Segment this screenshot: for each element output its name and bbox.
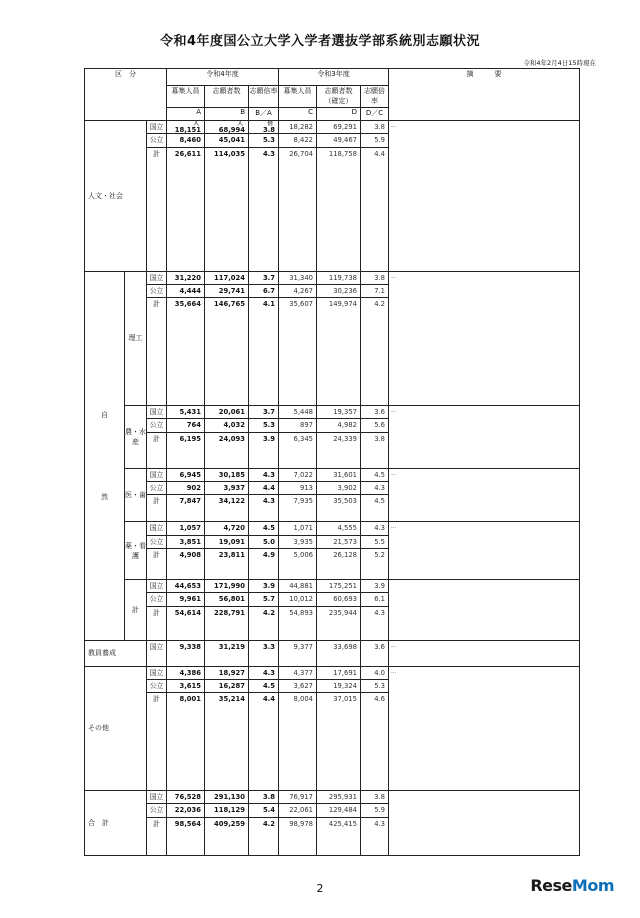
group-label: 計 bbox=[125, 579, 147, 640]
row-type: 公立 bbox=[147, 284, 167, 297]
group-label: 合 計 bbox=[85, 791, 147, 856]
row-type: 公立 bbox=[147, 134, 167, 147]
row-type: 計 bbox=[147, 495, 167, 522]
capacity3-cell: 897 bbox=[279, 419, 317, 432]
capacity3-header: 募集人員 bbox=[279, 86, 317, 108]
summary-cell: … bbox=[389, 121, 580, 272]
ratio-cell: 3.3 bbox=[249, 640, 279, 666]
applicants3-cell: 4,555 bbox=[317, 522, 361, 535]
applicants-cell: 117,024 bbox=[205, 271, 249, 284]
row-type: 国立 bbox=[147, 271, 167, 284]
applicants3-cell: 119,738 bbox=[317, 271, 361, 284]
ratio3-cell: 3.6 bbox=[361, 406, 389, 419]
capacity-cell: 44,653 bbox=[167, 579, 205, 592]
ratio3-cell: 5.6 bbox=[361, 419, 389, 432]
capacity-cell: 6,195 bbox=[167, 432, 205, 468]
capacity3-cell: 4,267 bbox=[279, 284, 317, 297]
applicants-cell: 409,259 bbox=[205, 817, 249, 855]
ratio-cell: 4.5 bbox=[249, 679, 279, 692]
applicants3-cell: 30,236 bbox=[317, 284, 361, 297]
summary-cell bbox=[389, 579, 580, 640]
applicants-cell: 4,720 bbox=[205, 522, 249, 535]
capacity-cell: 4,444 bbox=[167, 284, 205, 297]
row-type: 国立 bbox=[147, 579, 167, 592]
ratio3-cell: 3.9 bbox=[361, 579, 389, 592]
group-label: 医・歯 bbox=[125, 468, 147, 522]
area-header: 区 分 bbox=[85, 69, 167, 121]
capacity-cell: 5,431 bbox=[167, 406, 205, 419]
applicants3-cell: 118,758 bbox=[317, 147, 361, 271]
ratio-cell: 3.7 bbox=[249, 406, 279, 419]
applicants3-cell: 4,982 bbox=[317, 419, 361, 432]
applicants3-cell: 295,931 bbox=[317, 791, 361, 804]
applicants3-cell: 425,415 bbox=[317, 817, 361, 855]
ratio-cell: 5.3 bbox=[249, 134, 279, 147]
row-type: 国立 bbox=[147, 666, 167, 679]
col-letter-d: D bbox=[317, 108, 361, 121]
table-row bbox=[85, 522, 580, 535]
row-type: 計 bbox=[147, 817, 167, 855]
capacity-cell: 3,851 bbox=[167, 535, 205, 548]
applicants-cell: 4,032 bbox=[205, 419, 249, 432]
row-type: 国立 bbox=[147, 522, 167, 535]
col-letter-c: C bbox=[279, 108, 317, 121]
ratio3-cell: 4.2 bbox=[361, 298, 389, 406]
table-row bbox=[85, 579, 580, 592]
ratio-cell: 4.4 bbox=[249, 482, 279, 495]
capacity-cell: 4,386 bbox=[167, 666, 205, 679]
table-row bbox=[85, 406, 580, 419]
capacity-cell: 764 bbox=[167, 419, 205, 432]
ratio3-cell: 3.8 bbox=[361, 121, 389, 134]
unit-label: 人 bbox=[237, 121, 243, 127]
ratio3-cell: 5.9 bbox=[361, 804, 389, 817]
applicants3-cell: 24,339 bbox=[317, 432, 361, 468]
capacity3-cell: 35,607 bbox=[279, 298, 317, 406]
ratio3-cell: 5.3 bbox=[361, 679, 389, 692]
capacity-cell: 人 18,151 bbox=[167, 121, 205, 134]
row-type: 国立 bbox=[147, 640, 167, 666]
row-type: 公立 bbox=[147, 419, 167, 432]
ratio-cell: 4.9 bbox=[249, 548, 279, 579]
ratio3-cell: 5.5 bbox=[361, 535, 389, 548]
applicants3-cell: 17,691 bbox=[317, 666, 361, 679]
group-label: 人文・社会 bbox=[85, 121, 147, 272]
ratio-cell: 4.2 bbox=[249, 817, 279, 855]
table-row bbox=[85, 468, 580, 481]
applicants-cell: 171,990 bbox=[205, 579, 249, 592]
row-type: 計 bbox=[147, 147, 167, 271]
ratio-cell: 6.7 bbox=[249, 284, 279, 297]
row-type: 国立 bbox=[147, 121, 167, 134]
applicants-cell: 45,041 bbox=[205, 134, 249, 147]
applicants-cell: 人 68,994 bbox=[205, 121, 249, 134]
capacity3-cell: 76,917 bbox=[279, 791, 317, 804]
capacity-cell: 902 bbox=[167, 482, 205, 495]
row-type: 公立 bbox=[147, 535, 167, 548]
row-type: 計 bbox=[147, 548, 167, 579]
applicants-cell: 291,130 bbox=[205, 791, 249, 804]
ratio-header: 志願倍率 bbox=[249, 86, 279, 108]
ratio3-cell: 4.0 bbox=[361, 666, 389, 679]
table-row bbox=[85, 791, 580, 804]
capacity3-cell: 22,061 bbox=[279, 804, 317, 817]
summary-header: 摘 要 bbox=[389, 69, 580, 121]
applicants-cell: 30,185 bbox=[205, 468, 249, 481]
applicants-cell: 114,035 bbox=[205, 147, 249, 271]
row-type: 計 bbox=[147, 298, 167, 406]
col-letter-ba: B／A bbox=[249, 108, 279, 121]
row-type: 公立 bbox=[147, 679, 167, 692]
applicants3-cell: 69,291 bbox=[317, 121, 361, 134]
capacity-cell: 9,338 bbox=[167, 640, 205, 666]
ratio-cell: 4.4 bbox=[249, 693, 279, 791]
ratio-cell: 3.9 bbox=[249, 579, 279, 592]
ratio3-cell: 3.8 bbox=[361, 432, 389, 468]
summary-cell: … bbox=[389, 640, 580, 666]
capacity-cell: 54,614 bbox=[167, 606, 205, 640]
ratio3-cell: 4.3 bbox=[361, 817, 389, 855]
ratio3-cell: 4.3 bbox=[361, 522, 389, 535]
ratio3-cell: 4.3 bbox=[361, 482, 389, 495]
capacity3-cell: 10,012 bbox=[279, 593, 317, 606]
applicants-cell: 35,214 bbox=[205, 693, 249, 791]
ratio-cell: 3.7 bbox=[249, 271, 279, 284]
row-type: 国立 bbox=[147, 468, 167, 481]
capacity3-cell: 1,071 bbox=[279, 522, 317, 535]
applicants3-cell: 35,503 bbox=[317, 495, 361, 522]
applicants3-cell: 19,324 bbox=[317, 679, 361, 692]
applicants3-cell: 33,698 bbox=[317, 640, 361, 666]
ratio3-cell: 3.8 bbox=[361, 271, 389, 284]
capacity-cell: 35,664 bbox=[167, 298, 205, 406]
ratio3-cell: 7.1 bbox=[361, 284, 389, 297]
capacity3-cell: 5,448 bbox=[279, 406, 317, 419]
applicants3-header: 志願者数 （確定） bbox=[317, 86, 361, 108]
summary-cell bbox=[389, 791, 580, 856]
capacity3-cell: 26,704 bbox=[279, 147, 317, 271]
col-letter-dc: D／C bbox=[361, 108, 389, 121]
applicants3-cell: 60,693 bbox=[317, 593, 361, 606]
row-type: 公立 bbox=[147, 593, 167, 606]
ratio-cell: 5.7 bbox=[249, 593, 279, 606]
applicants3-cell: 26,128 bbox=[317, 548, 361, 579]
capacity3-cell: 18,282 bbox=[279, 121, 317, 134]
capacity3-cell: 7,022 bbox=[279, 468, 317, 481]
category-natural-science: 自 然 bbox=[85, 271, 125, 640]
applicants-cell: 146,765 bbox=[205, 298, 249, 406]
table-row bbox=[85, 121, 580, 134]
group-label: 理工 bbox=[125, 271, 147, 406]
table-row bbox=[85, 271, 580, 284]
ratio-cell: 3.8 bbox=[249, 791, 279, 804]
ratio3-cell: 5.2 bbox=[361, 548, 389, 579]
capacity3-cell: 5,006 bbox=[279, 548, 317, 579]
applicants-cell: 20,061 bbox=[205, 406, 249, 419]
capacity3-cell: 54,893 bbox=[279, 606, 317, 640]
capacity3-cell: 98,978 bbox=[279, 817, 317, 855]
capacity3-cell: 3,935 bbox=[279, 535, 317, 548]
row-type: 国立 bbox=[147, 406, 167, 419]
capacity-cell: 76,528 bbox=[167, 791, 205, 804]
capacity3-cell: 44,881 bbox=[279, 579, 317, 592]
capacity3-cell: 8,004 bbox=[279, 693, 317, 791]
ratio3-cell: 4.6 bbox=[361, 693, 389, 791]
applicants-cell: 18,927 bbox=[205, 666, 249, 679]
unit-label: 人 bbox=[193, 121, 199, 127]
table-row bbox=[85, 640, 580, 666]
capacity-cell: 3,615 bbox=[167, 679, 205, 692]
capacity-cell: 9,961 bbox=[167, 593, 205, 606]
ratio-cell: 5.3 bbox=[249, 419, 279, 432]
ratio3-header: 志願倍率 bbox=[361, 86, 389, 108]
col-letter-a: A bbox=[167, 108, 205, 121]
applicants3-cell: 49,467 bbox=[317, 134, 361, 147]
applicants3-cell: 3,902 bbox=[317, 482, 361, 495]
applicants-cell: 23,811 bbox=[205, 548, 249, 579]
applicants3-cell: 129,484 bbox=[317, 804, 361, 817]
capacity-cell: 1,057 bbox=[167, 522, 205, 535]
ratio-cell: 4.1 bbox=[249, 298, 279, 406]
summary-cell: … bbox=[389, 522, 580, 580]
ratio-cell: 5.4 bbox=[249, 804, 279, 817]
group-label: 教員養成 bbox=[85, 640, 147, 666]
capacity3-cell: 3,627 bbox=[279, 679, 317, 692]
capacity-cell: 22,036 bbox=[167, 804, 205, 817]
group-label: 農・水産 bbox=[125, 406, 147, 469]
applicants3-cell: 37,015 bbox=[317, 693, 361, 791]
row-type: 公立 bbox=[147, 482, 167, 495]
applicants-table bbox=[84, 68, 580, 856]
ratio-cell: 4.5 bbox=[249, 522, 279, 535]
group-label: その他 bbox=[85, 666, 147, 791]
capacity3-cell: 8,422 bbox=[279, 134, 317, 147]
ratio-cell: 5.0 bbox=[249, 535, 279, 548]
ratio-cell: 4.3 bbox=[249, 495, 279, 522]
capacity3-cell: 913 bbox=[279, 482, 317, 495]
ratio3-cell: 4.3 bbox=[361, 606, 389, 640]
ratio-cell: 3.9 bbox=[249, 432, 279, 468]
ratio-cell: 4.3 bbox=[249, 147, 279, 271]
applicants3-cell: 235,944 bbox=[317, 606, 361, 640]
ratio3-cell: 6.1 bbox=[361, 593, 389, 606]
capacity-cell: 31,220 bbox=[167, 271, 205, 284]
row-type: 計 bbox=[147, 606, 167, 640]
capacity-cell: 6,945 bbox=[167, 468, 205, 481]
ratio3-cell: 3.6 bbox=[361, 640, 389, 666]
ratio3-cell: 5.9 bbox=[361, 134, 389, 147]
capacity3-cell: 6,345 bbox=[279, 432, 317, 468]
applicants-cell: 24,093 bbox=[205, 432, 249, 468]
capacity-cell: 4,908 bbox=[167, 548, 205, 579]
unit-label: 倍 bbox=[267, 121, 273, 127]
ratio3-cell: 4.5 bbox=[361, 495, 389, 522]
row-type: 計 bbox=[147, 693, 167, 791]
applicants-cell: 31,219 bbox=[205, 640, 249, 666]
summary-cell: … bbox=[389, 666, 580, 791]
summary-cell: … bbox=[389, 468, 580, 522]
capacity3-cell: 7,935 bbox=[279, 495, 317, 522]
summary-cell: … bbox=[389, 406, 580, 469]
capacity-cell: 8,460 bbox=[167, 134, 205, 147]
group-label: 薬・看護 bbox=[125, 522, 147, 580]
page-number: 2 bbox=[316, 882, 324, 895]
applicants-cell: 228,791 bbox=[205, 606, 249, 640]
applicants-cell: 29,741 bbox=[205, 284, 249, 297]
summary-cell: … bbox=[389, 271, 580, 406]
capacity-header: 募集人員 bbox=[167, 86, 205, 108]
col-letter-b: B bbox=[205, 108, 249, 121]
row-type: 計 bbox=[147, 432, 167, 468]
capacity3-cell: 4,377 bbox=[279, 666, 317, 679]
timestamp: 令和4年2月4日15時現在 bbox=[523, 59, 596, 67]
applicants-cell: 34,122 bbox=[205, 495, 249, 522]
applicants-cell: 16,287 bbox=[205, 679, 249, 692]
ratio-cell: 4.3 bbox=[249, 468, 279, 481]
applicants3-cell: 19,357 bbox=[317, 406, 361, 419]
year4-header: 令和4年度 bbox=[167, 69, 279, 86]
capacity-cell: 7,847 bbox=[167, 495, 205, 522]
ratio3-cell: 4.5 bbox=[361, 468, 389, 481]
applicants-header: 志願者数 bbox=[205, 86, 249, 108]
applicants-cell: 56,801 bbox=[205, 593, 249, 606]
ratio-cell: 4.3 bbox=[249, 666, 279, 679]
capacity3-cell: 31,340 bbox=[279, 271, 317, 284]
ratio-cell: 倍 3.8 bbox=[249, 121, 279, 134]
applicants3-cell: 149,974 bbox=[317, 298, 361, 406]
applicants-cell: 3,937 bbox=[205, 482, 249, 495]
applicants3-cell: 175,251 bbox=[317, 579, 361, 592]
row-type: 公立 bbox=[147, 804, 167, 817]
applicants-cell: 19,091 bbox=[205, 535, 249, 548]
ratio3-cell: 4.4 bbox=[361, 147, 389, 271]
applicants-cell: 118,129 bbox=[205, 804, 249, 817]
resemom-logo: ReseMom bbox=[530, 876, 614, 895]
ratio3-cell: 3.8 bbox=[361, 791, 389, 804]
applicants3-cell: 31,601 bbox=[317, 468, 361, 481]
capacity3-cell: 9,377 bbox=[279, 640, 317, 666]
ratio-cell: 4.2 bbox=[249, 606, 279, 640]
page-title: 令和4年度国公立大学入学者選抜学部系統別志願状況 bbox=[159, 34, 481, 49]
year3-header: 令和3年度 bbox=[279, 69, 389, 86]
row-type: 国立 bbox=[147, 791, 167, 804]
applicants3-cell: 21,573 bbox=[317, 535, 361, 548]
capacity-cell: 8,001 bbox=[167, 693, 205, 791]
capacity-cell: 26,611 bbox=[167, 147, 205, 271]
table-row bbox=[85, 666, 580, 679]
capacity-cell: 98,564 bbox=[167, 817, 205, 855]
